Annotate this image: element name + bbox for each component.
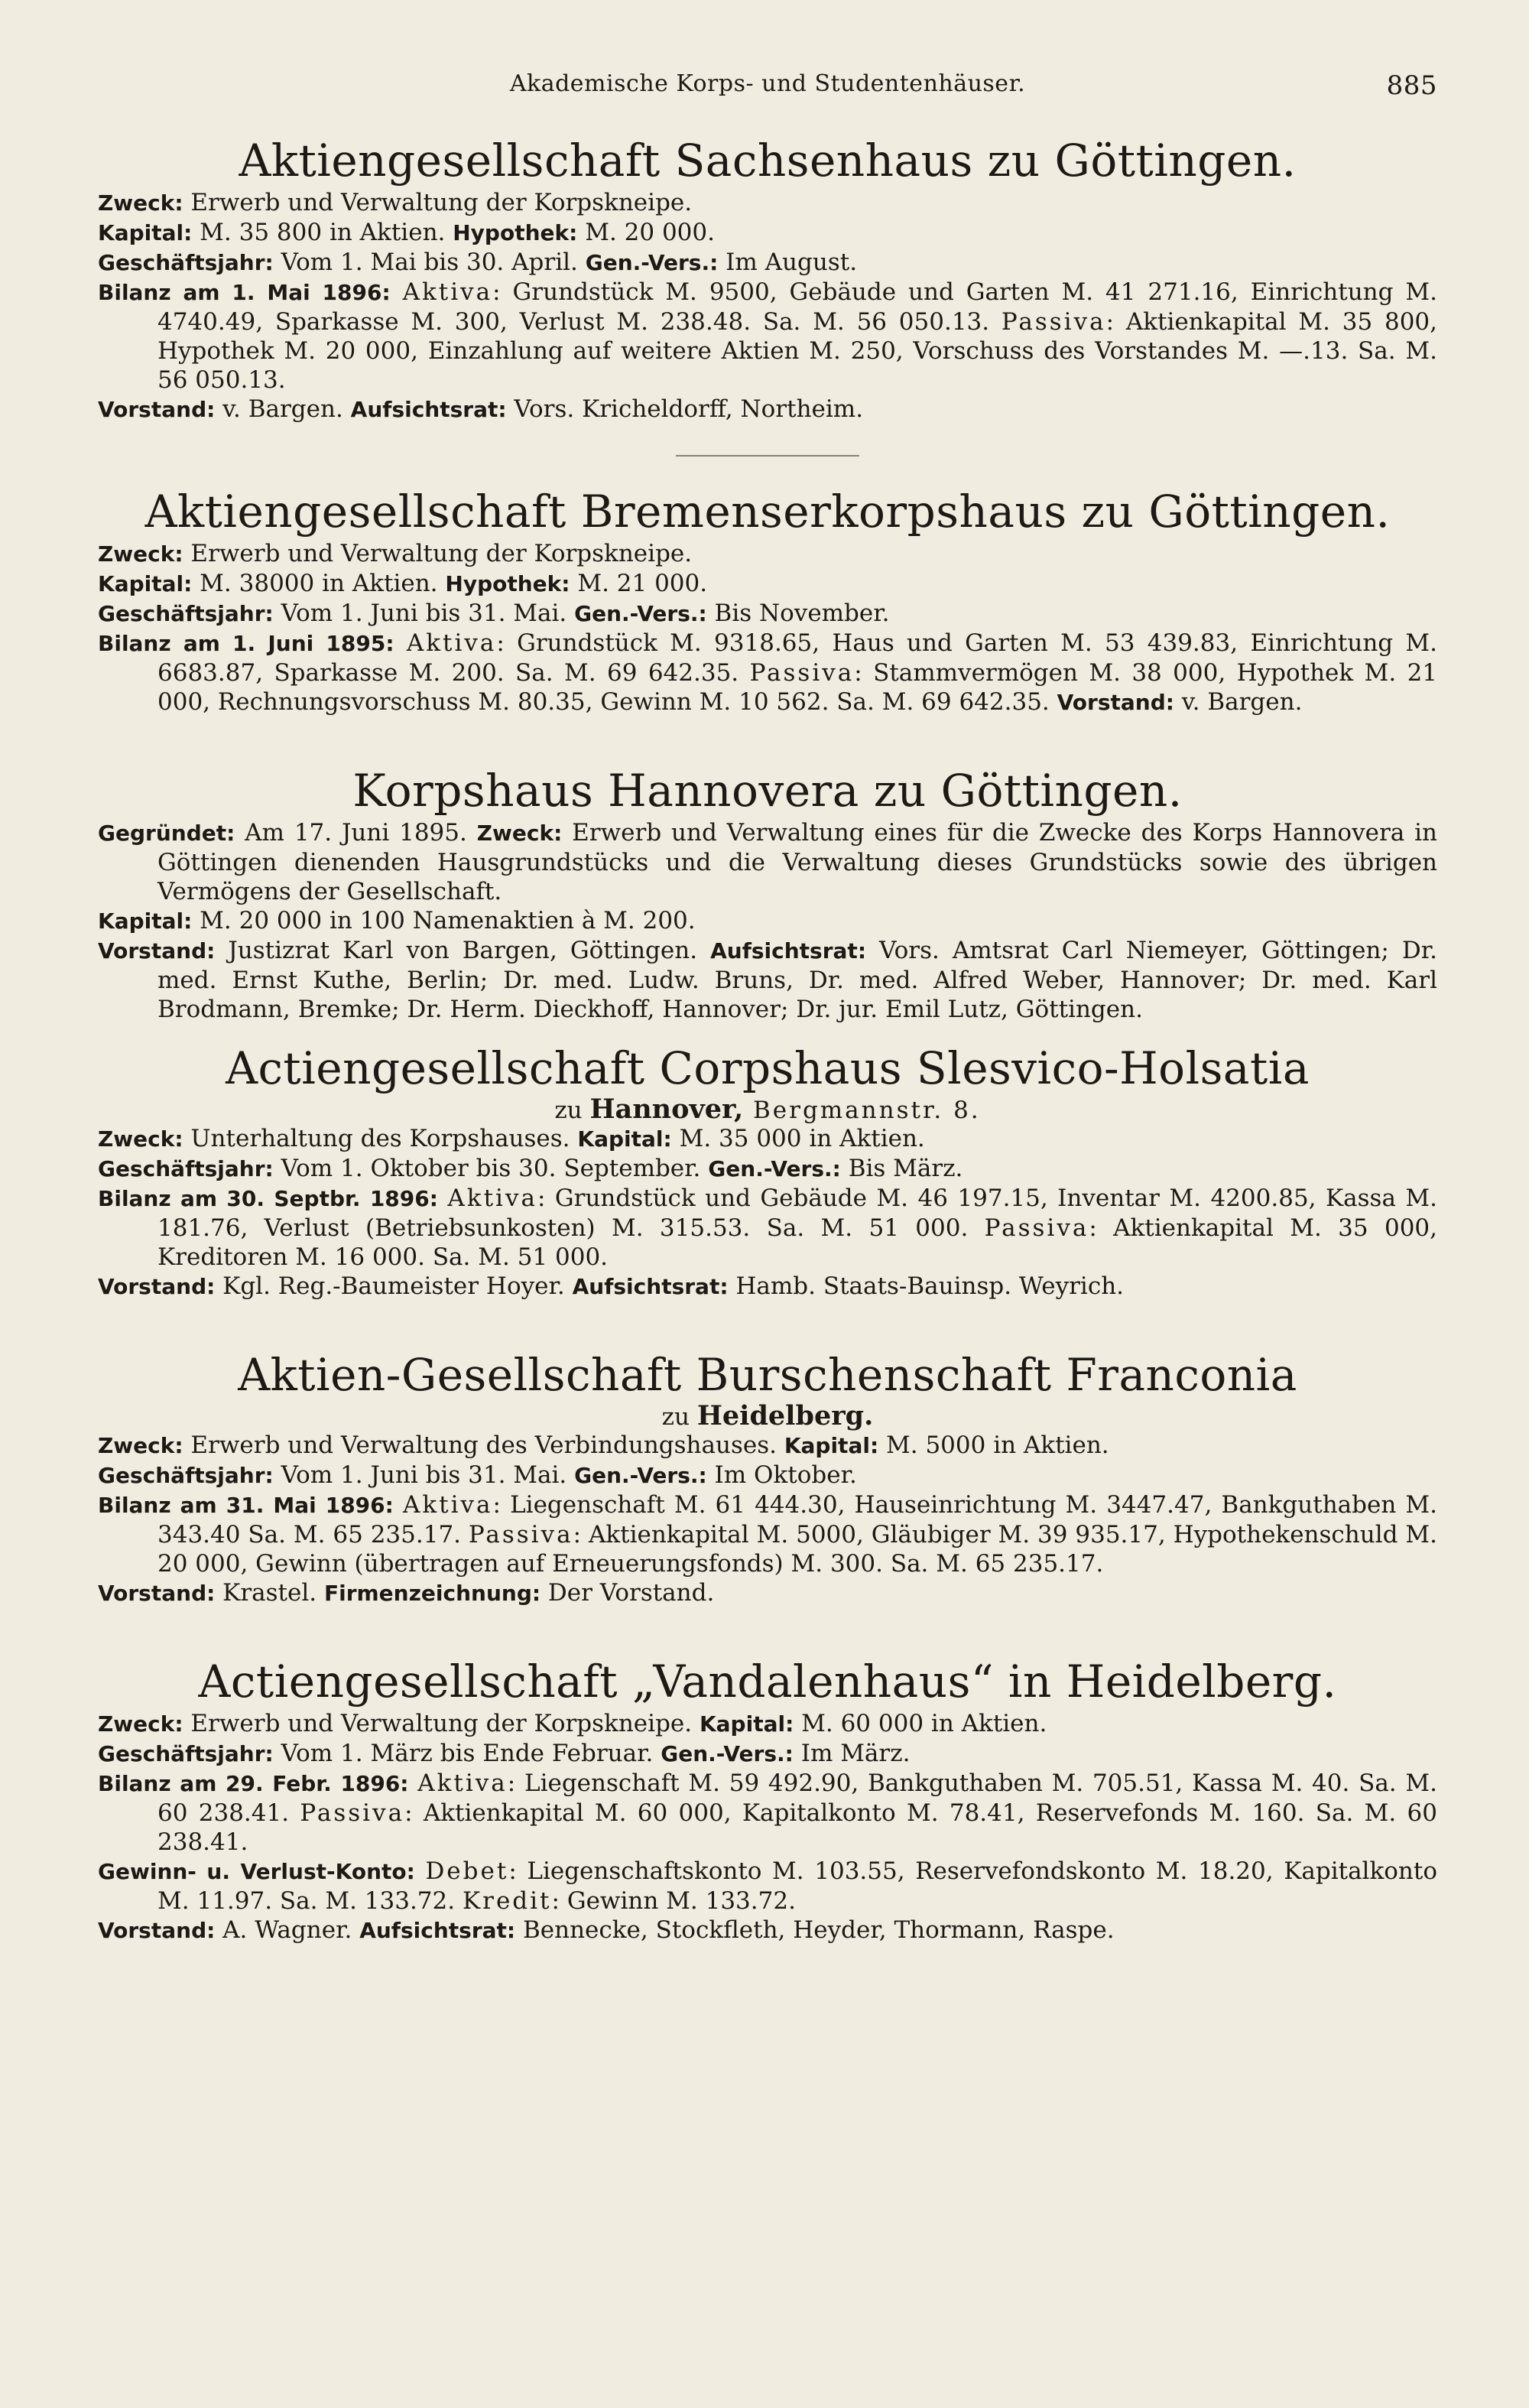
page-number: 885	[1386, 70, 1437, 101]
geschaeftsjahr-line: Geschäftsjahr: Vom 1. Juni bis 31. Mai. Gen.-Vers.: Im Oktober.	[98, 1461, 857, 1489]
company-location: zu Hannover, Bergmannstr. 8.	[554, 1094, 981, 1125]
kapital-line: Kapital: M. 38000 in Aktien. Hypothek: M. 21 000.	[98, 570, 708, 597]
vorstand-line: Vorstand: A. Wagner. Aufsichtsrat: Bennecke, Stockfleth, Heyder, Thormann, Raspe.	[98, 1916, 1115, 1944]
company-slesvico-holsatia	[98, 1041, 1437, 1301]
section-divider	[676, 455, 859, 457]
vorstand-line: Vorstand: Kgl. Reg.-Baumeister Hoyer. Aufsichtsrat: Hamb. Staats-Bauinsp. Weyrich.	[98, 1272, 1125, 1300]
geschaeftsjahr-line: Geschäftsjahr: Vom 1. Mai bis 30. April. Gen.-Vers.: Im August.	[98, 249, 858, 276]
section-gap	[98, 717, 1437, 763]
bilanz-line: Bilanz am 1. Mai 1896: Aktiva: Grundstück M. 9500, Gebäude und Garten M. 41 271.16, Einrichtung M. 4740.49, Sparkasse M. 300, Verlust M. 238.48. Sa. M. 56 050.13. Passiva: Aktienkapital M. 35 800, Hypothek M. 20 000, Einzahlung auf weitere Aktien M. 250, Vorschuss des Vorstandes M. —.13. Sa. M. 56 050.13.	[98, 278, 1437, 394]
vorstand-line: Vorstand: Krastel. Firmenzeichnung: Der Vorstand.	[98, 1579, 715, 1607]
section-gap	[98, 1608, 1437, 1654]
bilanz-line: Bilanz am 29. Febr. 1896: Aktiva: Liegenschaft M. 59 492.90, Bankguthaben M. 705.51, Kassa M. 40. Sa. M. 60 238.41. Passiva: Aktienkapital M. 60 000, Kapitalkonto M. 78.41, Reservefonds M. 160. Sa. M. 60 238.41.	[98, 1769, 1437, 1856]
company-title: Actiengesellschaft Corpshaus Slesvico-Holsatia	[226, 1042, 1310, 1094]
zweck-line: Zweck: Unterhaltung des Korpshauses. Kapital: M. 35 000 in Aktien.	[98, 1125, 925, 1152]
running-head	[98, 70, 1437, 116]
vorstand-line: Vorstand: Justizrat Karl von Bargen, Göttingen. Aufsichtsrat: Vors. Amtsrat Carl Niemeyer, Göttingen; Dr. med. Ernst Kuthe, Berlin; Dr. med. Ludw. Bruns, Dr. med. Alfred Weber, Hannover; Dr. med. Karl Brodmann, Bremke; Dr. Herm. Dieckhoff, Hannover; Dr. jur. Emil Lutz, Göttingen.	[98, 937, 1438, 1023]
company-title: Actiengesellschaft „Vandalenhaus“ in Heidelberg.	[198, 1656, 1337, 1708]
company-sachsenhaus	[98, 133, 1437, 424]
section-gap	[98, 1024, 1437, 1041]
vorstand-line: Vorstand: v. Bargen. Aufsichtsrat: Vors. Kricheldorff, Northeim.	[98, 395, 864, 423]
bilanz-line: Bilanz am 31. Mai 1896: Aktiva: Liegenschaft M. 61 444.30, Hauseinrichtung M. 3447.47, Bankguthaben M. 343.40 Sa. M. 65 235.17. Passiva: Aktienkapital M. 5000, Gläubiger M. 39 935.17, Hypothekenschuld M. 20 000, Gewinn (übertragen auf Erneuerungsfonds) M. 300. Sa. M. 65 235.17.	[98, 1491, 1438, 1578]
company-franconia	[98, 1347, 1437, 1608]
zweck-line: Zweck: Erwerb und Verwaltung der Korpskneipe.	[98, 540, 693, 567]
zweck-line: Zweck: Erwerb und Verwaltung des Verbindungshauses. Kapital: M. 5000 in Aktien.	[98, 1431, 1109, 1459]
bilanz-line: Bilanz am 30. Septbr. 1896: Aktiva: Grundstück und Gebäude M. 46 197.15, Inventar M. 4200.85, Kassa M. 181.76, Verlust (Betriebsunkosten) M. 315.53. Sa. M. 51 000. Passiva: Aktienkapital M. 35 000, Kreditoren M. 16 000. Sa. M. 51 000.	[98, 1185, 1437, 1271]
gewinn-verlust-line: Gewinn- u. Verlust-Konto: Debet: Liegenschaftskonto M. 103.55, Reservefondskonto M. 18.20, Kapitalkonto M. 11.97. Sa. M. 133.72. Kredit: Gewinn M. 133.72.	[98, 1857, 1438, 1915]
company-title: Aktiengesellschaft Sachsenhaus zu Göttingen.	[239, 135, 1297, 187]
zweck-line: Zweck: Erwerb und Verwaltung der Korpskneipe.	[98, 189, 693, 216]
geschaeftsjahr-line: Geschäftsjahr: Vom 1. Oktober bis 30. September. Gen.-Vers.: Bis März.	[98, 1155, 963, 1182]
geschaeftsjahr-line: Geschäftsjahr: Vom 1. Juni bis 31. Mai. Gen.-Vers.: Bis November.	[98, 600, 890, 627]
kapital-line: Kapital: M. 20 000 in 100 Namenaktien à M. 200.	[98, 907, 696, 934]
company-title: Aktien-Gesellschaft Burschenschaft Franconia	[238, 1349, 1297, 1401]
running-title: Akademische Korps- und Studentenhäuser.	[509, 70, 1026, 97]
company-title: Korpshaus Hannovera zu Göttingen.	[352, 765, 1183, 817]
section-gap	[98, 1301, 1437, 1347]
kapital-line: Kapital: M. 35 800 in Aktien. Hypothek: M. 20 000.	[98, 219, 715, 246]
gegruendet-line: Gegründet: Am 17. Juni 1895. Zweck: Erwerb und Verwaltung eines für die Zwecke des Korps Hannovera in Göttingen dienenden Hausgrundstücks und die Verwaltung dieses Grundstücks sowie des übrigen Vermögens der Gesellschaft.	[98, 819, 1437, 905]
company-bremenserkorpshaus	[98, 484, 1437, 717]
company-vandalenhaus	[98, 1654, 1437, 1945]
company-location: zu Heidelberg.	[661, 1400, 874, 1431]
company-title: Aktiengesellschaft Bremenserkorpshaus zu Göttingen.	[144, 486, 1391, 538]
zweck-line: Zweck: Erwerb und Verwaltung der Korpskneipe. Kapital: M. 60 000 in Aktien.	[98, 1710, 1047, 1737]
geschaeftsjahr-line: Geschäftsjahr: Vom 1. März bis Ende Februar. Gen.-Vers.: Im März.	[98, 1740, 911, 1767]
company-hannovera	[98, 763, 1437, 1024]
bilanz-line: Bilanz am 1. Juni 1895: Aktiva: Grundstück M. 9318.65, Haus und Garten M. 53 439.83, Einrichtung M. 6683.87, Sparkasse M. 200. Sa. M. 69 642.35. Passiva: Stammvermögen M. 38 000, Hypothek M. 21 000, Rechnungsvorschuss M. 80.35, Gewinn M. 10 562. Sa. M. 69 642.35. Vorstand: v. Bargen.	[98, 629, 1438, 716]
